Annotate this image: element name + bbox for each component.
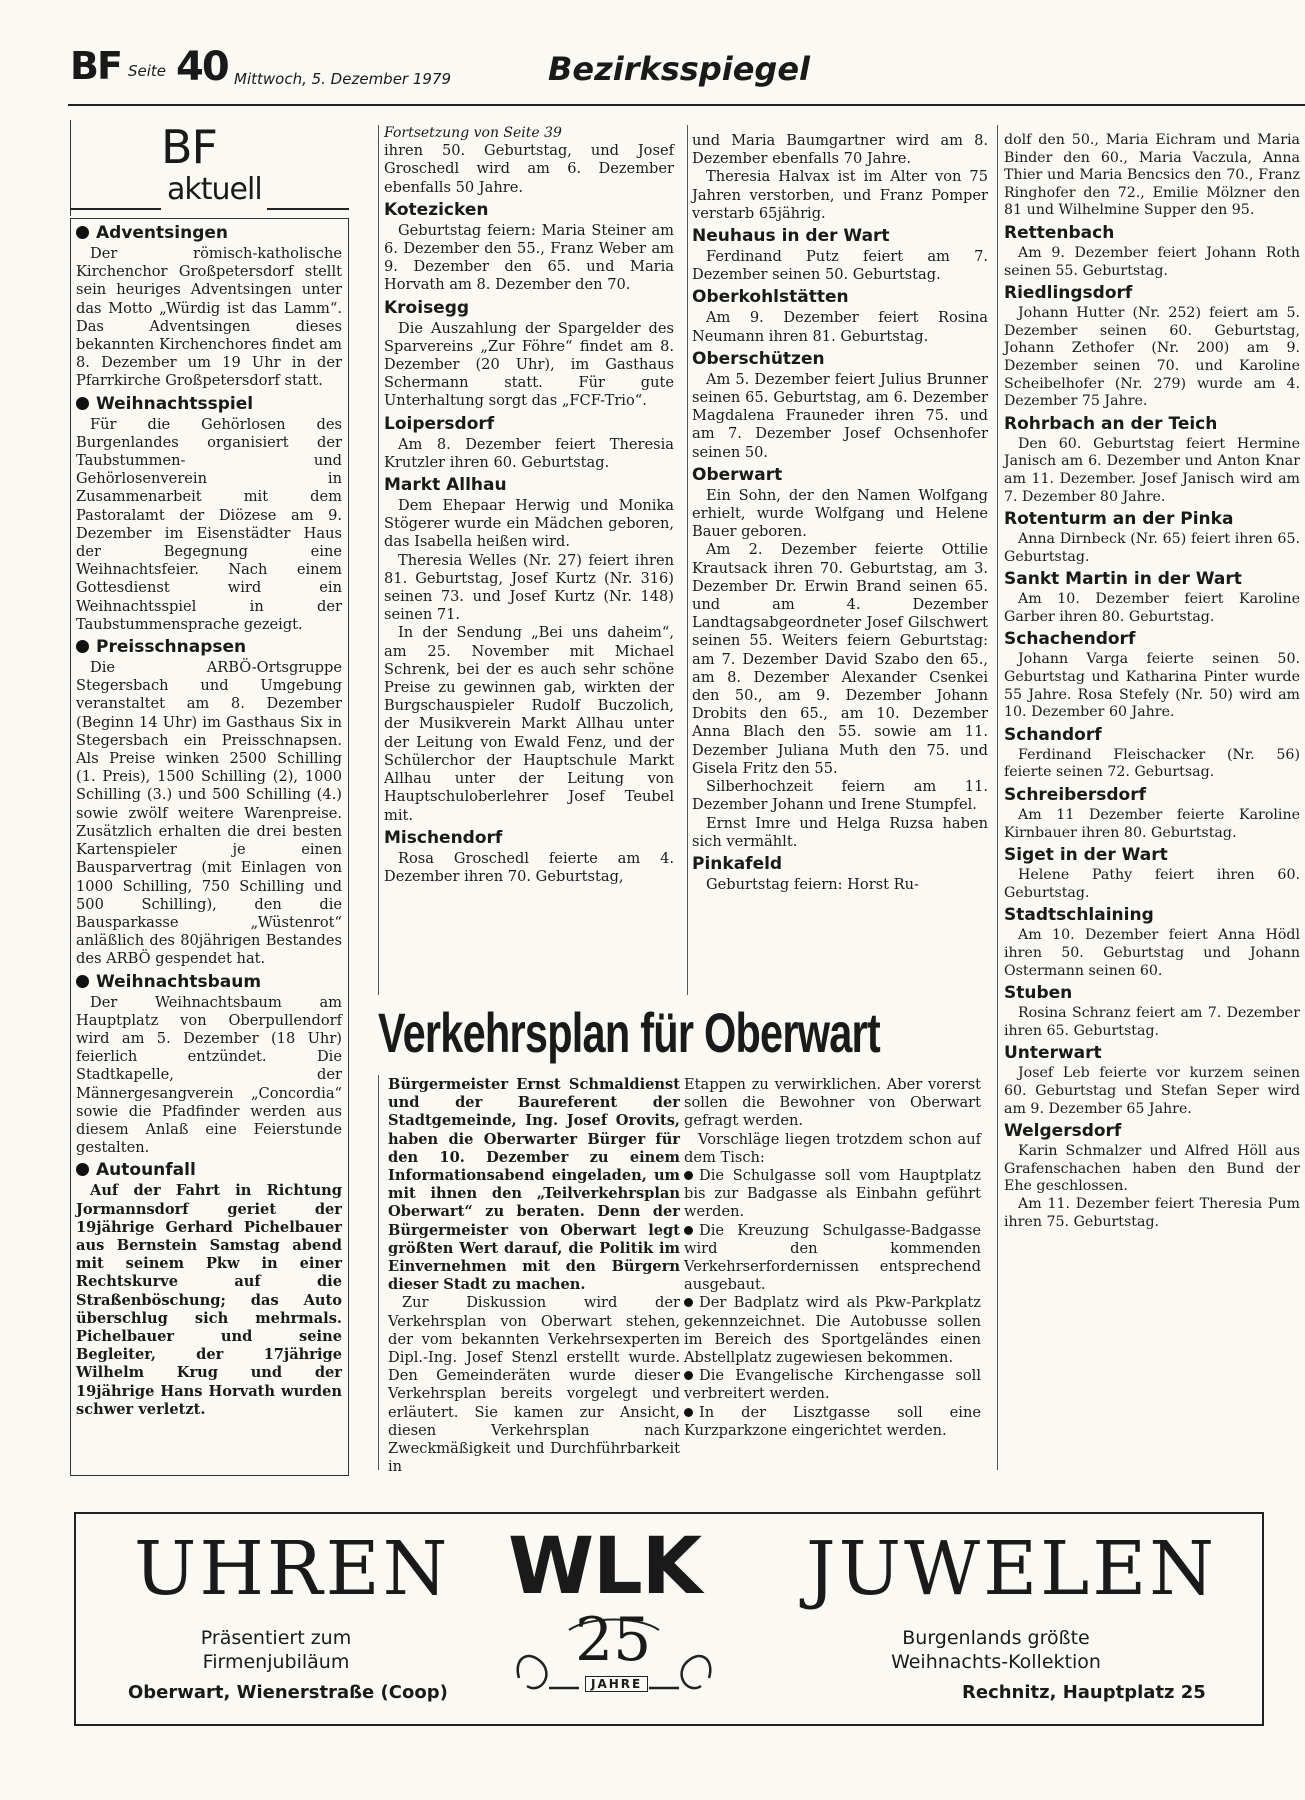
paragraph: dolf den 50., Maria Eichram und Maria Binder den 60., Maria Vaczula, Anna Thier und Maria Bencsics den 70., Franz Ringhofer den 72., Emilie Mölzner den 81 und Wilhelmine Supper den 95. xyxy=(1004,132,1300,219)
ad-right-subtitle: Burgenlands größte Weihnachts-Kollektion xyxy=(891,1627,1101,1673)
paragraph: Helene Pathy feiert ihren 60. Geburtstag. xyxy=(1004,867,1300,901)
heading-stadtschlaining: Stadtschlaining xyxy=(1004,905,1154,926)
paragraph: Ferdinand Fleischacker (Nr. 56) feierte seinen 72. Geburtsag. xyxy=(1004,746,1300,781)
paragraph: Theresia Halvax ist im Alter von 75 Jahren verstorben, und Franz Pomper verstarb 65jährig. xyxy=(692,168,988,222)
paragraph: Dem Ehepaar Herwig und Monika Stögerer wurde ein Mädchen geboren, das Isabella heißen wird. xyxy=(384,497,674,551)
heading-autounfall: Autounfall xyxy=(76,1160,342,1181)
paragraph: Theresia Welles (Nr. 27) feiert ihren 81. Geburtstag, Josef Kurtz (Nr. 316) seinen 73. und Josef Kurtz (Nr. 148) seinen 71. xyxy=(384,551,674,624)
paragraph: Am 9. Dezember feiert Johann Roth seinen 55. Geburtstag. xyxy=(1004,244,1300,279)
bf-aktuell-subtitle: aktuell xyxy=(167,172,262,207)
bullet-icon xyxy=(684,1371,693,1380)
paragraph: Rosa Groschedl feierte am 4. Dezember ihren 70. Geburtstag, xyxy=(384,849,674,885)
list-item: Die Kreuzung Schulgasse-Badgasse wird den kommenden Verkehrserfordernissen entsprechend ausgebaut. xyxy=(684,1221,981,1294)
paragraph: Geburtstag feiern: Horst Ru- xyxy=(706,875,919,893)
paragraph: ihren 50. Geburtstag, und Josef Groschedl wird am 6. Dezember ebenfalls 50 Jahre. xyxy=(384,142,674,196)
bf-aktuell-title: BF xyxy=(161,120,218,174)
ad-left-title: UHREN xyxy=(134,1526,451,1612)
column-divider xyxy=(687,125,688,995)
bullet-icon xyxy=(684,1171,693,1180)
paragraph: Den 60. Geburtstag feiert Hermine Janisch am 6. Dezember und Anton Knar am 11. Dezember. Josef Janisch wird am 7. Dezember 80 Jahre. xyxy=(1004,435,1300,505)
column-divider xyxy=(997,125,998,1470)
paragraph: In der Sendung „Bei uns daheim“, am 25. November mit Michael Schrenk, bei der es auch sehr schöne Preise zu gewinnen gab, wirkten der Burgschauspieler Rudolf Buczolich, der Musikverein Markt Allhau unter der Leitung von Ewald Fenz, und der Schülerchor der Hauptschule Markt Allhau unter der Leitung von Hauptschuloberlehrer Josef Teubel mit. xyxy=(384,624,674,824)
article-headline: Verkehrsplan für Oberwart xyxy=(378,1001,880,1064)
article-column-left xyxy=(388,1076,680,1476)
heading-sankt-martin: Sankt Martin in der Wart xyxy=(1004,569,1242,590)
ad-left-address: Oberwart, Wienerstraße (Coop) xyxy=(128,1682,448,1703)
paragraph: Johann Varga feierte seinen 50. Geburtstag und Katharina Pinter wurde 55 Jahre. Rosa Stefely (Nr. 50) wird am 10. Dezember 60 Jahre. xyxy=(1004,651,1300,721)
heading-adventsingen: Adventsingen xyxy=(76,223,342,244)
article-lead: Bürgermeister Ernst Schmaldienst und der Baureferent der Stadtgemeinde, Ing. Josef Orovits, haben die Oberwarter Bürger für den 10. Dezember zu einem Informationsabend eingeladen, um mit ihnen den „Teilverkehrsplan Oberwart“ zu beraten. Denn der Bürgermeister von Oberwart legt größten Wert darauf, die Politik im Einvernehmen mit den Bürgern dieser Stadt zu machen. xyxy=(388,1076,680,1294)
column-3 xyxy=(692,132,988,894)
list-item: Die Schulgasse soll vom Hauptplatz bis zur Badgasse als Einbahn geführt werden. xyxy=(684,1167,981,1221)
heading-siget: Siget in der Wart xyxy=(1004,845,1168,866)
heading-oberschuetzen: Oberschützen xyxy=(692,348,825,369)
heading-kroisegg: Kroisegg xyxy=(384,297,470,318)
masthead-rule xyxy=(68,104,1305,106)
paragraph: Rosina Schranz feiert am 7. Dezember ihren 65. Geburtstag. xyxy=(1004,1005,1300,1039)
paragraph: Ernst Imre und Helga Ruzsa haben sich vermählt. xyxy=(692,814,988,850)
header-line-left xyxy=(71,208,161,210)
jubilee-label: JAHRE xyxy=(585,1676,648,1692)
paragraph: Zur Diskussion wird der Verkehrsplan von Oberwart stehen, der vom bekannten Verkehrsexperten Dipl.-Ing. Josef Stenzl erstellt wurde. Den Gemeinderäten wurde dieser Verkehrsplan bereits vorgelegt und erläutert. Sie kamen zur Ansicht, diesen Verkehrsplan nach Zweckmäßigkeit und Durchführbarkeit in xyxy=(388,1294,680,1476)
paragraph: Der römisch-katholische Kirchenchor Großpetersdorf stellt sein heuriges Adventsingen unter das Motto „Würdig ist das Lamm“. Das Adventsingen dieses bekannten Kirchenchores findet am 8. Dezember um 19 Uhr in der Pfarrkirche Großpetersdorf statt. xyxy=(76,245,342,390)
masthead-logo: BF xyxy=(70,44,121,88)
paragraph: Geburtstag feiern: Maria Steiner am 6. Dezember den 55., Franz Weber am 9. Dezember den 65. und Maria Horvath am 8. Dezember den 70. xyxy=(384,221,674,294)
heading-oberwart: Oberwart xyxy=(692,464,783,485)
paragraph: Ferdinand Putz feiert am 7. Dezember seinen 50. Geburtstag. xyxy=(692,248,988,284)
column-2 xyxy=(384,124,674,886)
list-item: Der Badplatz wird als Pkw-Parkplatz gekennzeichnet. Die Autobusse sollen im Bereich des Sportgeländes einen Abstellplatz zugewiesen bekommen. xyxy=(684,1294,981,1367)
section-title: Bezirksspiegel xyxy=(548,50,810,88)
continuation-note: Fortsetzung von Seite 39 xyxy=(384,125,562,141)
bullet-icon xyxy=(684,1408,693,1417)
heading-riedlingsdorf: Riedlingsdorf xyxy=(1004,283,1133,304)
heading-rohrbach: Rohrbach an der Teich xyxy=(1004,413,1218,434)
paragraph: Silberhochzeit feiern am 11. Dezember Johann und Irene Stumpfel. xyxy=(692,778,988,814)
column-divider xyxy=(378,125,379,1470)
paragraph: Johann Hutter (Nr. 252) feiert am 5. Dezember seinen 60. Geburtstag, Johann Zethofer (Nr. 200) am 9. Dezember seinen 70. und Karoline Scheibelhofer (Nr. 279) wurde am 4. Dezember 75 Jahre. xyxy=(1004,305,1300,410)
paragraph: Am 2. Dezember feierte Ottilie Krautsack ihren 70. Geburtstag, am 3. Dezember Dr. Erwin Brand seinen 65. und am 4. Dezember Landtagsabgeordneter Josef Gilschwert seinen 55. Weiters feiern Geburtstag: am 7. Dezember David Szabo den 65., am 8. Dezember Alexander Csenkei den 50., am 9. Dezember Johann Drobits den 65., am 10. Dezember Anna Blach den 55. sowie am 11. Dezember Juliana Muth den 75. und Gisela Fritz den 55. xyxy=(692,541,988,777)
paragraph: Die Auszahlung der Spargelder des Sparvereins „Zur Föhre“ findet am 8. Dezember (20 Uhr), im Gasthaus Schermann statt. Für gute Unterhaltung sorgt das „FCF-Trio“. xyxy=(384,319,674,410)
heading-schreibersdorf: Schreibersdorf xyxy=(1004,785,1146,806)
ad-brand: WLK xyxy=(508,1522,702,1612)
heading-mischendorf: Mischendorf xyxy=(384,827,503,848)
ad-right-address: Rechnitz, Hauptplatz 25 xyxy=(962,1682,1206,1703)
bullet-icon xyxy=(684,1226,693,1235)
ad-left-subtitle: Präsentiert zum Firmenjubiläum xyxy=(200,1627,352,1673)
bullet-icon xyxy=(76,975,89,988)
heading-schandorf: Schandorf xyxy=(1004,724,1102,745)
issue-date: Mittwoch, 5. Dezember 1979 xyxy=(234,70,452,88)
bullet-icon xyxy=(76,640,89,653)
ad-right-title: JUWELEN xyxy=(806,1526,1218,1612)
heading-welgersdorf: Welgersdorf xyxy=(1004,1121,1122,1142)
heading-schachendorf: Schachendorf xyxy=(1004,629,1136,650)
paragraph: Der Weihnachtsbaum am Hauptplatz von Oberpullendorf wird am 5. Dezember (18 Uhr) feierlich entzündet. Die Stadtkapelle, der Männergesangverein „Concordia“ sowie die Pfadfinder werden aus diesem Anlaß eine Feierstunde gestalten. xyxy=(76,993,342,1157)
heading-kotezicken: Kotezicken xyxy=(384,199,489,220)
paragraph: Am 10. Dezember feiert Karoline Garber ihren 80. Geburtstag. xyxy=(1004,591,1300,625)
paragraph: Die ARBÖ-Ortsgruppe Stegersbach und Umgebung veranstaltet am 8. Dezember (Beginn 14 Uhr) im Gasthaus Six in Stegersbach ein Preisschnapsen. Als Preise winken 2500 Schilling (1. Preis), 1500 Schilling (2), 1000 Schilling (3.) und 500 Schilling (4.) sowie zwölf weitere Warenpreise. Zusätzlich erhalten die drei besten Kartenspieler je einen Bausparvertrag (mit Einlagen von 1000 Schilling, 750 Schilling und 500 Schilling), den die Bausparkasse „Wüstenrot“ anläßlich des 80jährigen Bestandes des ARBÖ gespendet hat. xyxy=(76,659,342,968)
paragraph: Karin Schmalzer und Alfred Höll aus Grafenschachen haben den Bund der Ehe geschlossen. xyxy=(1004,1143,1300,1195)
jubilee-emblem xyxy=(509,1605,719,1708)
column-4 xyxy=(1004,132,1300,1231)
bullet-icon xyxy=(76,1163,89,1176)
paragraph: Am 9. Dezember feiert Rosina Neumann ihren 81. Geburtstag. xyxy=(692,309,988,345)
heading-preisschnapsen: Preisschnapsen xyxy=(76,637,342,658)
list-item: Die Evangelische Kirchengasse soll verbreitert werden. xyxy=(684,1367,981,1403)
paragraph: Am 8. Dezember feiert Theresia Krutzler ihren 60. Geburtstag. xyxy=(384,435,674,471)
list-item: In der Lisztgasse soll eine Kurzparkzone eingerichtet werden. xyxy=(684,1403,981,1439)
paragraph: und Maria Baumgartner wird am 8. Dezember ebenfalls 70 Jahre. xyxy=(692,132,988,168)
heading-weihnachtsspiel: Weihnachtsspiel xyxy=(76,394,342,415)
bullet-icon xyxy=(684,1298,693,1307)
heading-stuben: Stuben xyxy=(1004,983,1073,1004)
article-column-right xyxy=(684,1076,981,1440)
bullet-icon xyxy=(76,397,89,410)
column-1 xyxy=(76,220,342,1419)
paragraph: Etappen zu verwirklichen. Aber vorerst sollen die Bewohner von Oberwart gefragt werden. xyxy=(684,1076,981,1130)
heading-unterwart: Unterwart xyxy=(1004,1043,1102,1064)
heading-pinkafeld: Pinkafeld xyxy=(692,853,783,874)
heading-neuhaus-in-der-wart: Neuhaus in der Wart xyxy=(692,226,890,247)
heading-markt-allhau: Markt Allhau xyxy=(384,475,507,496)
advertisement xyxy=(74,1512,1264,1726)
paragraph: Für die Gehörlosen des Burgenlandes organisiert der Taubstummen- und Gehörlosenverein in Zusammenarbeit mit dem Pastoralamt der Diözese am 9. Dezember im Eisenstädter Haus der Begegnung eine Weihnachtsfeier. Nach einem Gottesdienst wird ein Weihnachtsspiel in der Taubstummensprache gezeigt. xyxy=(76,415,342,633)
header-line-right xyxy=(267,208,349,210)
page-number: 40 xyxy=(176,44,228,90)
paragraph: Anna Dirnbeck (Nr. 65) feiert ihren 65. Geburtstag. xyxy=(1004,531,1300,565)
paragraph: Auf der Fahrt in Richtung Jormannsdorf geriet der 19jährige Gerhard Pichelbauer aus Bernstein Samstag abend mit seinem Pkw in einer Rechtskurve auf die Straßenböschung; das Auto überschlug sich mehrmals. Pichelbauer und seine Begleiter, der 17jährige Wilhelm Krug und der 19jährige Hans Horvath wurden schwer verletzt. xyxy=(76,1182,342,1418)
heading-loipersdorf: Loipersdorf xyxy=(384,413,495,434)
paragraph: Am 11 Dezember feierte Karoline Kirnbauer ihren 80. Geburtstag. xyxy=(1004,807,1300,841)
paragraph: Josef Leb feierte vor kurzem seinen 60. Geburtstag und Stefan Seper wird am 9. Dezember 65 Jahre. xyxy=(1004,1065,1300,1117)
paragraph: Am 5. Dezember feiert Julius Brunner seinen 65. Geburtstag, am 6. Dezember Magdalena Frauneder ihren 75. und am 7. Dezember Josef Ochsenhofer seinen 50. xyxy=(692,370,988,461)
paragraph: Vorschläge liegen trotzdem schon auf dem Tisch: xyxy=(684,1130,981,1166)
heading-rettenbach: Rettenbach xyxy=(1004,222,1115,243)
paragraph: Am 10. Dezember feiert Anna Hödl ihren 50. Geburtstag und Johann Ostermann seinen 60. xyxy=(1004,927,1300,979)
heading-rotenturm: Rotenturm an der Pinka xyxy=(1004,509,1234,530)
seite-label: Seite xyxy=(128,62,167,80)
heading-oberkohlstaetten: Oberkohlstätten xyxy=(692,287,849,308)
paragraph: Am 11. Dezember feiert Theresia Pum ihren 75. Geburtstag. xyxy=(1004,1195,1300,1230)
jubilee-number: 25 xyxy=(575,1605,652,1675)
paragraph: Ein Sohn, der den Namen Wolfgang erhielt, wurde Wolfgang und Helene Bauer geboren. xyxy=(692,486,988,541)
bullet-icon xyxy=(76,226,89,239)
bf-aktuell-header xyxy=(70,120,349,216)
heading-weihnachtsbaum: Weihnachtsbaum xyxy=(76,972,342,993)
